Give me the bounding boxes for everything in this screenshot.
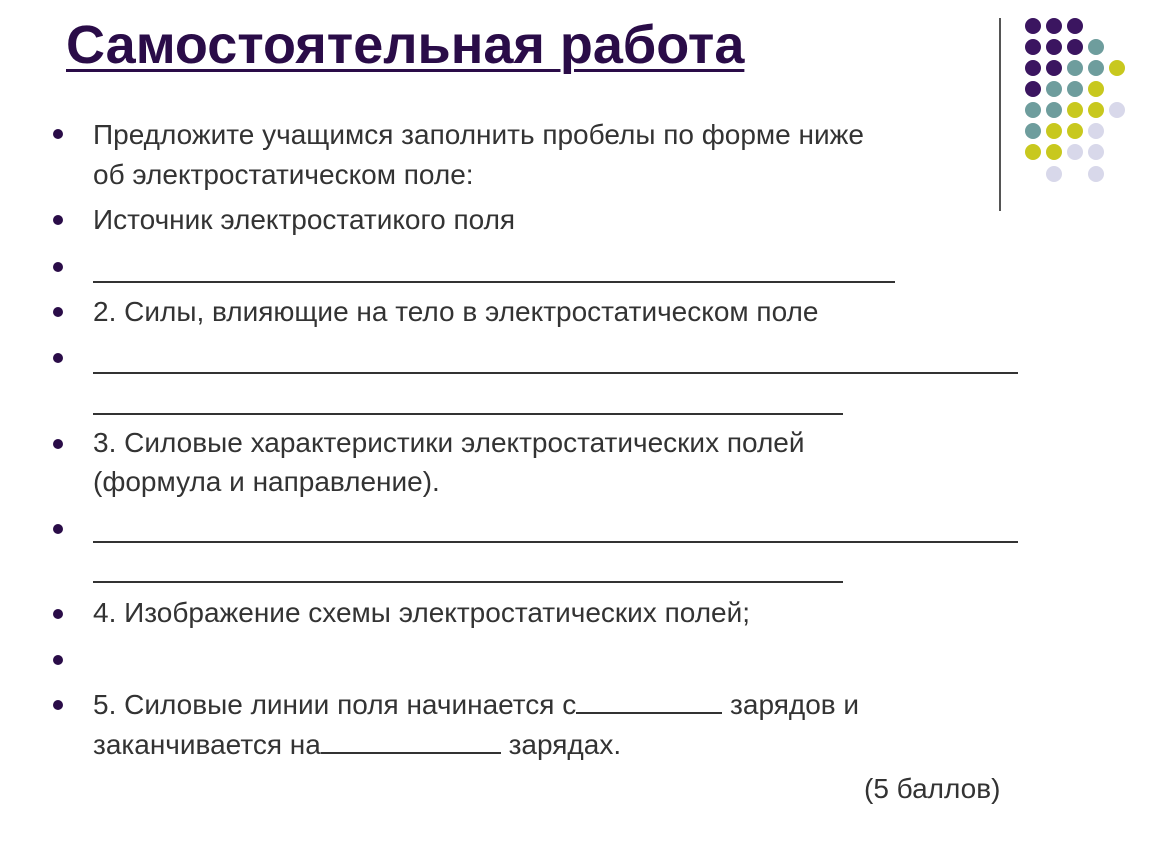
bullet-icon: [53, 215, 63, 225]
bullet-icon: [53, 655, 63, 665]
decor-dot: [1025, 144, 1041, 160]
answer-blank-start-charges[interactable]: [576, 686, 722, 714]
decor-dot: [1088, 144, 1104, 160]
decor-dot: [1088, 81, 1104, 97]
bullet-icon: [53, 439, 63, 449]
decor-dot: [1109, 102, 1125, 118]
page-title: Самостоятельная работа: [66, 15, 745, 75]
decor-dot: [1088, 102, 1104, 118]
answer-blank-forces-1[interactable]: [93, 372, 1018, 374]
decor-dot: [1046, 123, 1062, 139]
decor-dot: [1046, 144, 1062, 160]
answer-blank-end-charges[interactable]: [321, 726, 501, 754]
decor-dot: [1067, 144, 1083, 160]
diagram-question: 4. Изображение схемы электростатических полей;: [93, 597, 751, 628]
field-lines-start-text: 5. Силовые линии поля начинается с: [93, 689, 577, 720]
score-label: (5 баллов): [864, 773, 1001, 804]
decor-dot: [1067, 18, 1083, 34]
bullet-icon: [53, 353, 63, 363]
forces-question: 2. Силы, влияющие на тело в электростатическом поле: [93, 296, 819, 327]
decor-dot: [1025, 39, 1041, 55]
bullet-icon: [53, 307, 63, 317]
decor-dot: [1067, 60, 1083, 76]
field-lines-question-line-1: [93, 685, 859, 725]
decor-dot: [1088, 123, 1104, 139]
answer-blank-characteristics-1[interactable]: [93, 541, 1018, 543]
decor-dot: [1067, 102, 1083, 118]
decor-dot: [1025, 18, 1041, 34]
intro-text-line-1: Предложите учащимся заполнить пробелы по форме ниже: [93, 119, 864, 150]
field-lines-charges-text: зарядов и: [722, 689, 860, 720]
decor-dot: [1046, 60, 1062, 76]
decor-dot: [1067, 123, 1083, 139]
intro-text-line-2: об электростатическом поле:: [93, 159, 474, 190]
decor-dot: [1025, 60, 1041, 76]
decor-dot: [1025, 81, 1041, 97]
answer-blank-forces-2[interactable]: [93, 413, 843, 415]
field-lines-question-line-2: [93, 725, 621, 765]
source-question: Источник электростатикого поля: [93, 204, 516, 235]
characteristics-question-line-1: 3. Силовые характеристики электростатических полей: [93, 427, 805, 458]
characteristics-question-line-2: (формула и направление).: [93, 466, 440, 497]
decor-dot: [1088, 166, 1104, 182]
decor-dot: [1025, 123, 1041, 139]
bullet-icon: [53, 262, 63, 272]
answer-blank-characteristics-2[interactable]: [93, 581, 843, 583]
decor-dot: [1046, 102, 1062, 118]
decor-dot: [1109, 60, 1125, 76]
decor-dot: [1067, 81, 1083, 97]
field-lines-end-text: заканчивается на: [93, 729, 321, 760]
decor-dot: [1046, 81, 1062, 97]
bullet-icon: [53, 129, 63, 139]
decor-dot: [1046, 18, 1062, 34]
decor-dot: [1025, 102, 1041, 118]
decor-dot: [1046, 166, 1062, 182]
bullet-icon: [53, 524, 63, 534]
answer-blank-source[interactable]: [93, 281, 895, 283]
decor-dot: [1088, 60, 1104, 76]
vertical-divider: [999, 18, 1001, 211]
decor-dot: [1088, 39, 1104, 55]
bullet-icon: [53, 609, 63, 619]
bullet-icon: [53, 700, 63, 710]
field-lines-charges-end-text: зарядах.: [500, 729, 622, 760]
decor-dot: [1067, 39, 1083, 55]
decor-dot: [1046, 39, 1062, 55]
